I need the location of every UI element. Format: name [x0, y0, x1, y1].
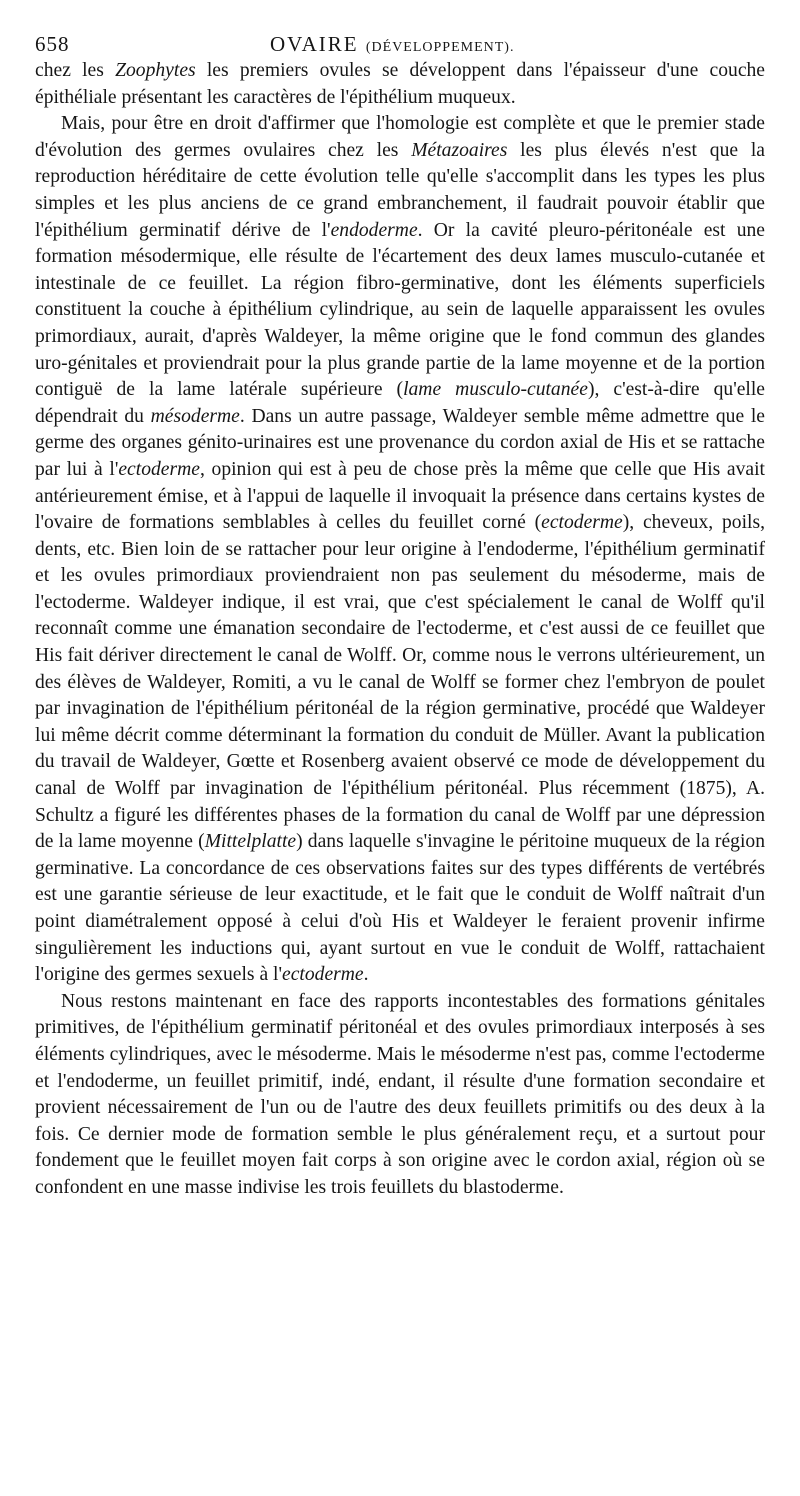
running-title-sub: (DÉVELOPPEMENT). — [365, 40, 515, 55]
text-run: Mais, pour être en droit d'affirmer que l'homologie est complète et que le premier stade d'évolution des germes ovulaires chez les — [35, 113, 765, 161]
text-run: . — [363, 964, 369, 986]
italic-term: Mittelplatte — [204, 831, 297, 853]
text-run: les plus élevés n'est que la reproduction héréditaire de cette évolution telle qu'elle s'accomplit dans les types les plus simples et les plus anciens de ce grand embranchement, il faudrait pouvoir établir que l'épithélium germinatif dérive de l' — [35, 139, 765, 241]
body-text — [35, 58, 765, 1202]
text-run: . Dans un autre passage, Waldeyer semble même admettre que le germe des organes génito-urinaires est une provenance du cordon axial de His et se rattache par lui à l' — [35, 405, 765, 480]
text-run: ) dans laquelle s'invagine le péritoine muqueux de la région germinative. La concordance de ces observations faites sur des types différents de vertébrés est une garantie sérieuse de leur exactitude, et le fait que le conduit de Wolff naîtrait d'un point diamétralement opposé à celui d'où His et Waldeyer le feraient provenir infirme singulièrement les inductions qui, ayant surtout en vue le conduit de Wolff, rattachaient l'origine des germes sexuels à l' — [35, 831, 765, 986]
italic-term: lame musculo-cutanée — [403, 379, 588, 401]
italic-term: ectoderme — [541, 512, 623, 534]
paragraph — [35, 58, 765, 111]
italic-term: endoderme — [330, 219, 418, 241]
text-run: . Or la cavité pleuro-péritonéale est une formation mésodermique, elle résulte de l'écartement des deux lames musculo-cutanée et intestinale de ce feuillet. La région fibro-germinative, dont les éléments superficiels constituent la couche à épithélium cylindrique, au sein de laquelle apparaissent les ovules primordiaux, aurait, d'après Waldeyer, la même origine que le fond commun des glandes uro-génitales et proviendrait pour la plus grande partie de la lame moyenne et de la portion contiguë de la lame latérale supérieure ( — [35, 219, 765, 401]
document-page — [35, 26, 765, 1202]
paragraph — [35, 111, 765, 989]
italic-term: Métazoaires — [411, 139, 508, 161]
italic-term: ectoderme — [118, 458, 200, 480]
text-run: ), c'est-à-dire qu'elle dépendrait du — [35, 379, 766, 427]
text-run: , opinion qui est à peu de chose près la même que celle que His avait antérieurement émise, et à l'appui de laquelle il invoquait la présence dans certains kystes de l'ovaire de formations semblables à celles du feuillet corné ( — [35, 458, 766, 534]
page-number: 658 — [35, 32, 70, 56]
text-run: ), cheveux, poils, dents, etc. Bien loin de se rattacher pour leur origine à l'endoderme, l'épithélium germinatif et les ovules primordiaux proviendraient non pas seulement du mésoderme, mais de l'ectoderme. Waldeyer indique, il est vrai, que c'est spécialement le canal de Wolff qu'il reconnaît comme une émanation secondaire de l'ectoderme, et c'est aussi de ce feuillet que His fait dériver directement le canal de Wolff. Or, comme nous le verrons ultérieurement, un des élèves de Waldeyer, Romiti, a vu le canal de Wolff se former chez l'embryon de poulet par invagination de l'épithélium péritonéal de la région germinative, procédé que Waldeyer lui même décrit comme déterminant la formation du conduit de Müller. Avant la publication du travail de Waldeyer, Gœtte et Rosenberg avaient observé ce mode de développement du canal de Wolff par invagination de l'épithélium péritonéal. Plus récemment (1875), A. Schultz a figuré les différentes phases de la formation du canal de Wolff par une dépression de la lame moyenne ( — [35, 512, 765, 853]
running-title — [270, 32, 514, 57]
text-run: les premiers ovules se développent dans l'épaisseur d'une couche épithéliale présentant les caractères de l'épithélium muqueux. — [35, 60, 766, 108]
text-run: chez les — [35, 60, 116, 81]
paragraph — [35, 989, 765, 1202]
running-header — [35, 26, 765, 56]
italic-term: Zoophytes — [115, 60, 196, 81]
running-title-main: OVAIRE — [270, 32, 359, 56]
italic-term: mésoderme — [150, 405, 240, 427]
italic-term: ectoderme — [282, 964, 364, 986]
text-run: Nous restons maintenant en face des rapports incontestables des formations génitales primitives, de l'épithélium germinatif péritonéal et des ovules primordiaux interposés à ses éléments cylindriques, avec le mésoderme. Mais le mésoderme n'est pas, comme l'ectoderme et l'endoderme, un feuillet primitif, indé, endant, il résulte d'une formation secondaire et provient nécessairement de l'un ou de l'autre des deux feuillets primitifs ou des deux à la fois. Ce dernier mode de formation semble le plus généralement reçu, et a surtout pour fondement que le feuillet moyen fait corps à son origine avec le cordon axial, région où se confondent en une masse indivise les trois feuillets du blastoderme. — [35, 990, 765, 1198]
